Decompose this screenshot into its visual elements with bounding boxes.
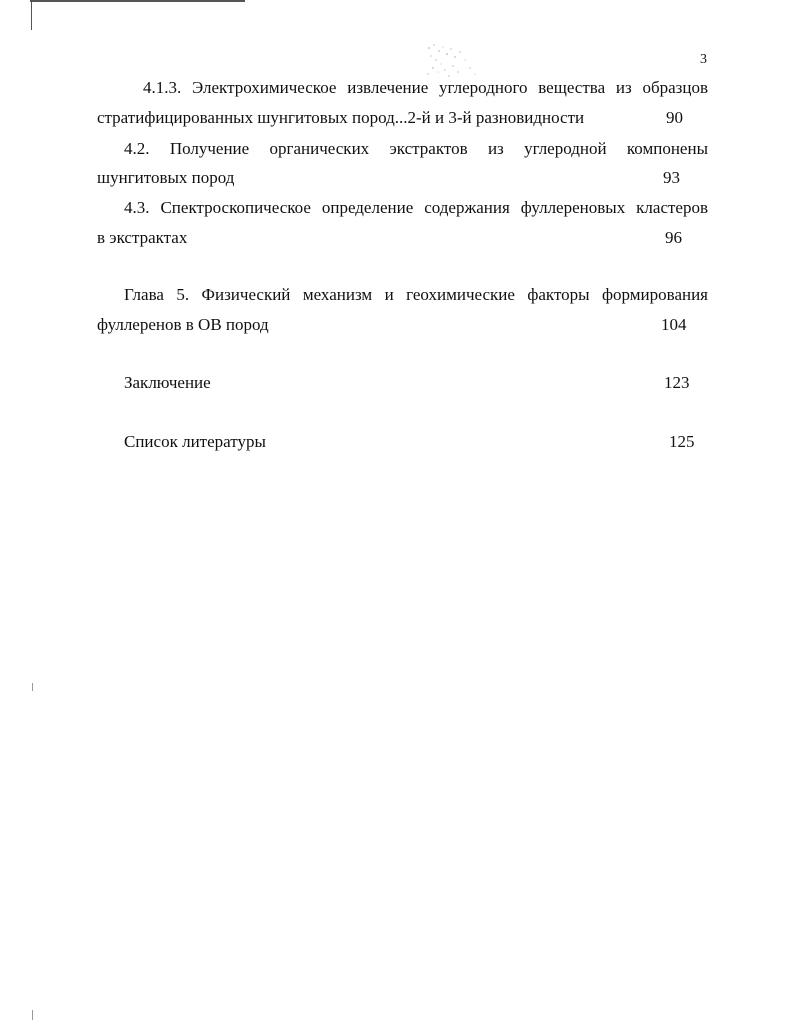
toc-entry-4-1-3-line2: стратифицированных шунгитовых пород...2-й и 3-й разновидности — [97, 108, 585, 127]
scan-edge-left — [31, 0, 32, 30]
scan-mark — [32, 1010, 33, 1020]
page-number: 3 — [700, 52, 707, 67]
toc-entry-4-3-line1: 4.3. Спектроскопическое определение содержания фуллереновых кластеров — [124, 198, 708, 217]
scan-edge-top — [30, 0, 245, 2]
toc-entry-4-1-3-page: 90 — [666, 108, 683, 127]
toc-entry-chapter-5-line2: фуллеренов в ОВ пород — [97, 315, 269, 334]
toc-entry-chapter-5-line1: Глава 5. Физический механизм и геохимические факторы формирования — [124, 285, 708, 304]
toc-entry-conclusion: Заключение — [124, 373, 211, 392]
toc-entry-4-1-3-line1: 4.1.3. Электрохимическое извлечение углеродного вещества из образцов — [143, 78, 708, 97]
scan-mark — [32, 683, 33, 691]
scan-noise-speckle — [425, 42, 485, 80]
toc-entry-references-page: 125 — [669, 432, 695, 451]
toc-entry-chapter-5-page: 104 — [661, 315, 687, 334]
toc-entry-conclusion-page: 123 — [664, 373, 690, 392]
toc-entry-references: Список литературы — [124, 432, 266, 451]
toc-entry-4-2-line2: шунгитовых пород — [97, 168, 235, 187]
toc-entry-4-2-page: 93 — [663, 168, 680, 187]
toc-entry-4-3-page: 96 — [665, 228, 682, 247]
toc-entry-4-3-line2: в экстрактах — [97, 228, 188, 247]
toc-entry-4-2-line1: 4.2. Получение органических экстрактов из углеродной компонены — [124, 139, 708, 158]
